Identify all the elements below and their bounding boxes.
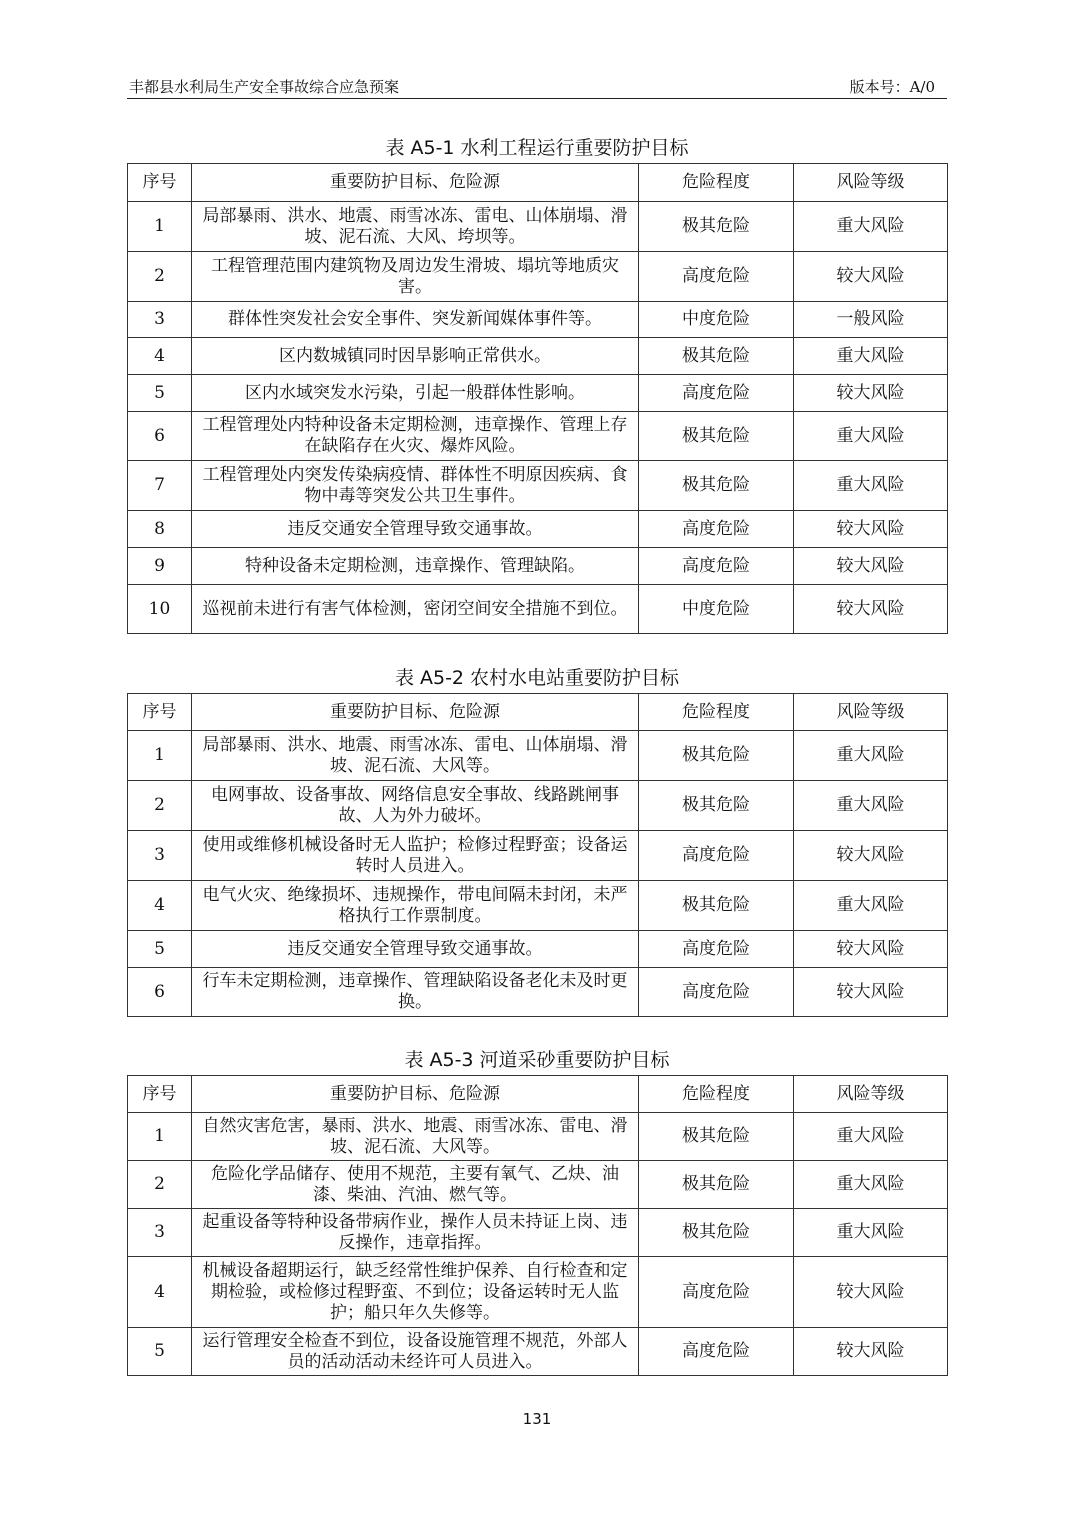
risk-level-cell: 重大风险	[794, 1161, 948, 1209]
row-number-cell: 8	[128, 511, 192, 548]
risk-level-cell: 较大风险	[794, 1257, 948, 1328]
table-row	[128, 585, 948, 634]
risk-level-cell: 一般风险	[794, 302, 948, 338]
row-number-cell: 4	[128, 1257, 192, 1328]
table-row	[128, 1328, 948, 1376]
target-cell: 电气火灾、绝缘损坏、违规操作，带电间隔未封闭，未严格执行工作票制度。	[192, 881, 639, 931]
table-row	[128, 1113, 948, 1161]
page-number: 131	[522, 1410, 552, 1428]
risk-level-cell: 重大风险	[794, 1209, 948, 1257]
row-number-cell: 4	[128, 338, 192, 375]
risk-level-cell: 较大风险	[794, 585, 948, 634]
table-row	[128, 375, 948, 412]
table-row	[128, 302, 948, 338]
row-number-cell: 5	[128, 375, 192, 412]
target-cell: 群体性突发社会安全事件、突发新闻媒体事件等。	[192, 302, 639, 338]
danger-level-cell: 极其危险	[639, 202, 794, 252]
header-danger-level: 危险程度	[639, 694, 794, 731]
risk-level-cell: 重大风险	[794, 461, 948, 511]
target-cell: 工程管理范围内建筑物及周边发生滑坡、塌坑等地质灾害。	[192, 252, 639, 302]
danger-level-cell: 高度危险	[639, 1328, 794, 1376]
risk-level-cell: 较大风险	[794, 1328, 948, 1376]
danger-level-cell: 高度危险	[639, 548, 794, 585]
table-row	[128, 881, 948, 931]
row-number-cell: 2	[128, 252, 192, 302]
target-cell: 自然灾害危害，暴雨、洪水、地震、雨雪冰冻、雷电、滑坡、泥石流、大风等。	[192, 1113, 639, 1161]
header-no: 序号	[128, 1076, 192, 1113]
document-title: 丰都县水利局生产安全事故综合应急预案	[129, 78, 400, 96]
risk-level-cell: 较大风险	[794, 511, 948, 548]
table-row	[128, 252, 948, 302]
table-row	[128, 931, 948, 968]
danger-level-cell: 极其危险	[639, 338, 794, 375]
risk-level-cell: 较大风险	[794, 375, 948, 412]
danger-level-cell: 极其危险	[639, 412, 794, 461]
row-number-cell: 10	[128, 585, 192, 634]
target-cell: 区内水域突发水污染，引起一般群体性影响。	[192, 375, 639, 412]
row-number-cell: 3	[128, 1209, 192, 1257]
risk-level-cell: 较大风险	[794, 931, 948, 968]
danger-level-cell: 极其危险	[639, 1209, 794, 1257]
risk-level-cell: 重大风险	[794, 731, 948, 781]
target-cell: 起重设备等特种设备带病作业，操作人员未持证上岗、违反操作，违章指挥。	[192, 1209, 639, 1257]
risk-level-cell: 较大风险	[794, 252, 948, 302]
target-cell: 使用或维修机械设备时无人监护；检修过程野蛮；设备运转时人员进入。	[192, 831, 639, 881]
danger-level-cell: 高度危险	[639, 511, 794, 548]
row-number-cell: 2	[128, 1161, 192, 1209]
target-cell: 违反交通安全管理导致交通事故。	[192, 931, 639, 968]
table-row	[128, 511, 948, 548]
risk-level-cell: 重大风险	[794, 781, 948, 831]
table-header-row	[128, 1076, 948, 1113]
risk-level-cell: 重大风险	[794, 202, 948, 252]
target-cell: 机械设备超期运行，缺乏经常性维护保养、自行检查和定期检验，或检修过程野蛮、不到位；设备运转时无人监护；船只年久失修等。	[192, 1257, 639, 1328]
risk-level-cell: 较大风险	[794, 968, 948, 1017]
header-target: 重要防护目标、危险源	[192, 164, 639, 202]
table-a5-2	[127, 693, 948, 1017]
table-header-row	[128, 694, 948, 731]
risk-level-cell: 重大风险	[794, 1113, 948, 1161]
danger-level-cell: 极其危险	[639, 461, 794, 511]
table-row	[128, 338, 948, 375]
target-cell: 运行管理安全检查不到位，设备设施管理不规范，外部人员的活动活动未经许可人员进入。	[192, 1328, 639, 1376]
target-cell: 局部暴雨、洪水、地震、雨雪冰冻、雷电、山体崩塌、滑坡、泥石流、大风等。	[192, 731, 639, 781]
table-row	[128, 461, 948, 511]
target-cell: 巡视前未进行有害气体检测，密闭空间安全措施不到位。	[192, 585, 639, 634]
table-row	[128, 1161, 948, 1209]
header-risk-level: 风险等级	[794, 1076, 948, 1113]
header-risk-level: 风险等级	[794, 164, 948, 202]
risk-level-cell: 较大风险	[794, 831, 948, 881]
table-a5-3	[127, 1075, 948, 1376]
danger-level-cell: 高度危险	[639, 931, 794, 968]
target-cell: 危险化学品储存、使用不规范，主要有氧气、乙炔、油漆、柴油、汽油、燃气等。	[192, 1161, 639, 1209]
table-a5-2-caption: 表 A5-2 农村水电站重要防护目标	[394, 667, 680, 689]
row-number-cell: 3	[128, 831, 192, 881]
row-number-cell: 5	[128, 931, 192, 968]
row-number-cell: 2	[128, 781, 192, 831]
danger-level-cell: 极其危险	[639, 731, 794, 781]
table-row	[128, 831, 948, 881]
risk-level-cell: 较大风险	[794, 548, 948, 585]
danger-level-cell: 高度危险	[639, 968, 794, 1017]
row-number-cell: 4	[128, 881, 192, 931]
danger-level-cell: 高度危险	[639, 831, 794, 881]
target-cell: 工程管理处内突发传染病疫情、群体性不明原因疾病、食物中毒等突发公共卫生事件。	[192, 461, 639, 511]
target-cell: 违反交通安全管理导致交通事故。	[192, 511, 639, 548]
table-row	[128, 548, 948, 585]
page-header	[127, 74, 947, 99]
target-cell: 局部暴雨、洪水、地震、雨雪冰冻、雷电、山体崩塌、滑坡、泥石流、大风、垮坝等。	[192, 202, 639, 252]
header-no: 序号	[128, 694, 192, 731]
row-number-cell: 5	[128, 1328, 192, 1376]
danger-level-cell: 极其危险	[639, 781, 794, 831]
row-number-cell: 6	[128, 968, 192, 1017]
table-row	[128, 731, 948, 781]
target-cell: 特种设备未定期检测，违章操作、管理缺陷。	[192, 548, 639, 585]
danger-level-cell: 极其危险	[639, 1113, 794, 1161]
target-cell: 电网事故、设备事故、网络信息安全事故、线路跳闸事故、人为外力破坏。	[192, 781, 639, 831]
table-row	[128, 202, 948, 252]
danger-level-cell: 高度危险	[639, 375, 794, 412]
target-cell: 区内数城镇同时因旱影响正常供水。	[192, 338, 639, 375]
risk-level-cell: 重大风险	[794, 412, 948, 461]
danger-level-cell: 极其危险	[639, 1161, 794, 1209]
table-a5-1	[127, 163, 948, 634]
table-header-row	[128, 164, 948, 202]
risk-level-cell: 重大风险	[794, 338, 948, 375]
row-number-cell: 1	[128, 1113, 192, 1161]
header-danger-level: 危险程度	[639, 164, 794, 202]
table-row	[128, 1209, 948, 1257]
row-number-cell: 1	[128, 202, 192, 252]
table-a5-1-caption: 表 A5-1 水利工程运行重要防护目标	[385, 137, 689, 159]
row-number-cell: 6	[128, 412, 192, 461]
table-a5-3-caption: 表 A5-3 河道采砂重要防护目标	[404, 1049, 670, 1071]
row-number-cell: 7	[128, 461, 192, 511]
danger-level-cell: 中度危险	[639, 302, 794, 338]
risk-level-cell: 重大风险	[794, 881, 948, 931]
target-cell: 工程管理处内特种设备未定期检测，违章操作、管理上存在缺陷存在火灾、爆炸风险。	[192, 412, 639, 461]
row-number-cell: 9	[128, 548, 192, 585]
header-no: 序号	[128, 164, 192, 202]
danger-level-cell: 高度危险	[639, 252, 794, 302]
row-number-cell: 1	[128, 731, 192, 781]
header-target: 重要防护目标、危险源	[192, 1076, 639, 1113]
table-row	[128, 1257, 948, 1328]
table-row	[128, 412, 948, 461]
row-number-cell: 3	[128, 302, 192, 338]
header-danger-level: 危险程度	[639, 1076, 794, 1113]
danger-level-cell: 中度危险	[639, 585, 794, 634]
table-row	[128, 781, 948, 831]
target-cell: 行车未定期检测，违章操作、管理缺陷设备老化未及时更换。	[192, 968, 639, 1017]
danger-level-cell: 高度危险	[639, 1257, 794, 1328]
header-risk-level: 风险等级	[794, 694, 948, 731]
header-target: 重要防护目标、危险源	[192, 694, 639, 731]
version-number: 版本号：A/0	[849, 78, 935, 96]
table-row	[128, 968, 948, 1017]
danger-level-cell: 极其危险	[639, 881, 794, 931]
